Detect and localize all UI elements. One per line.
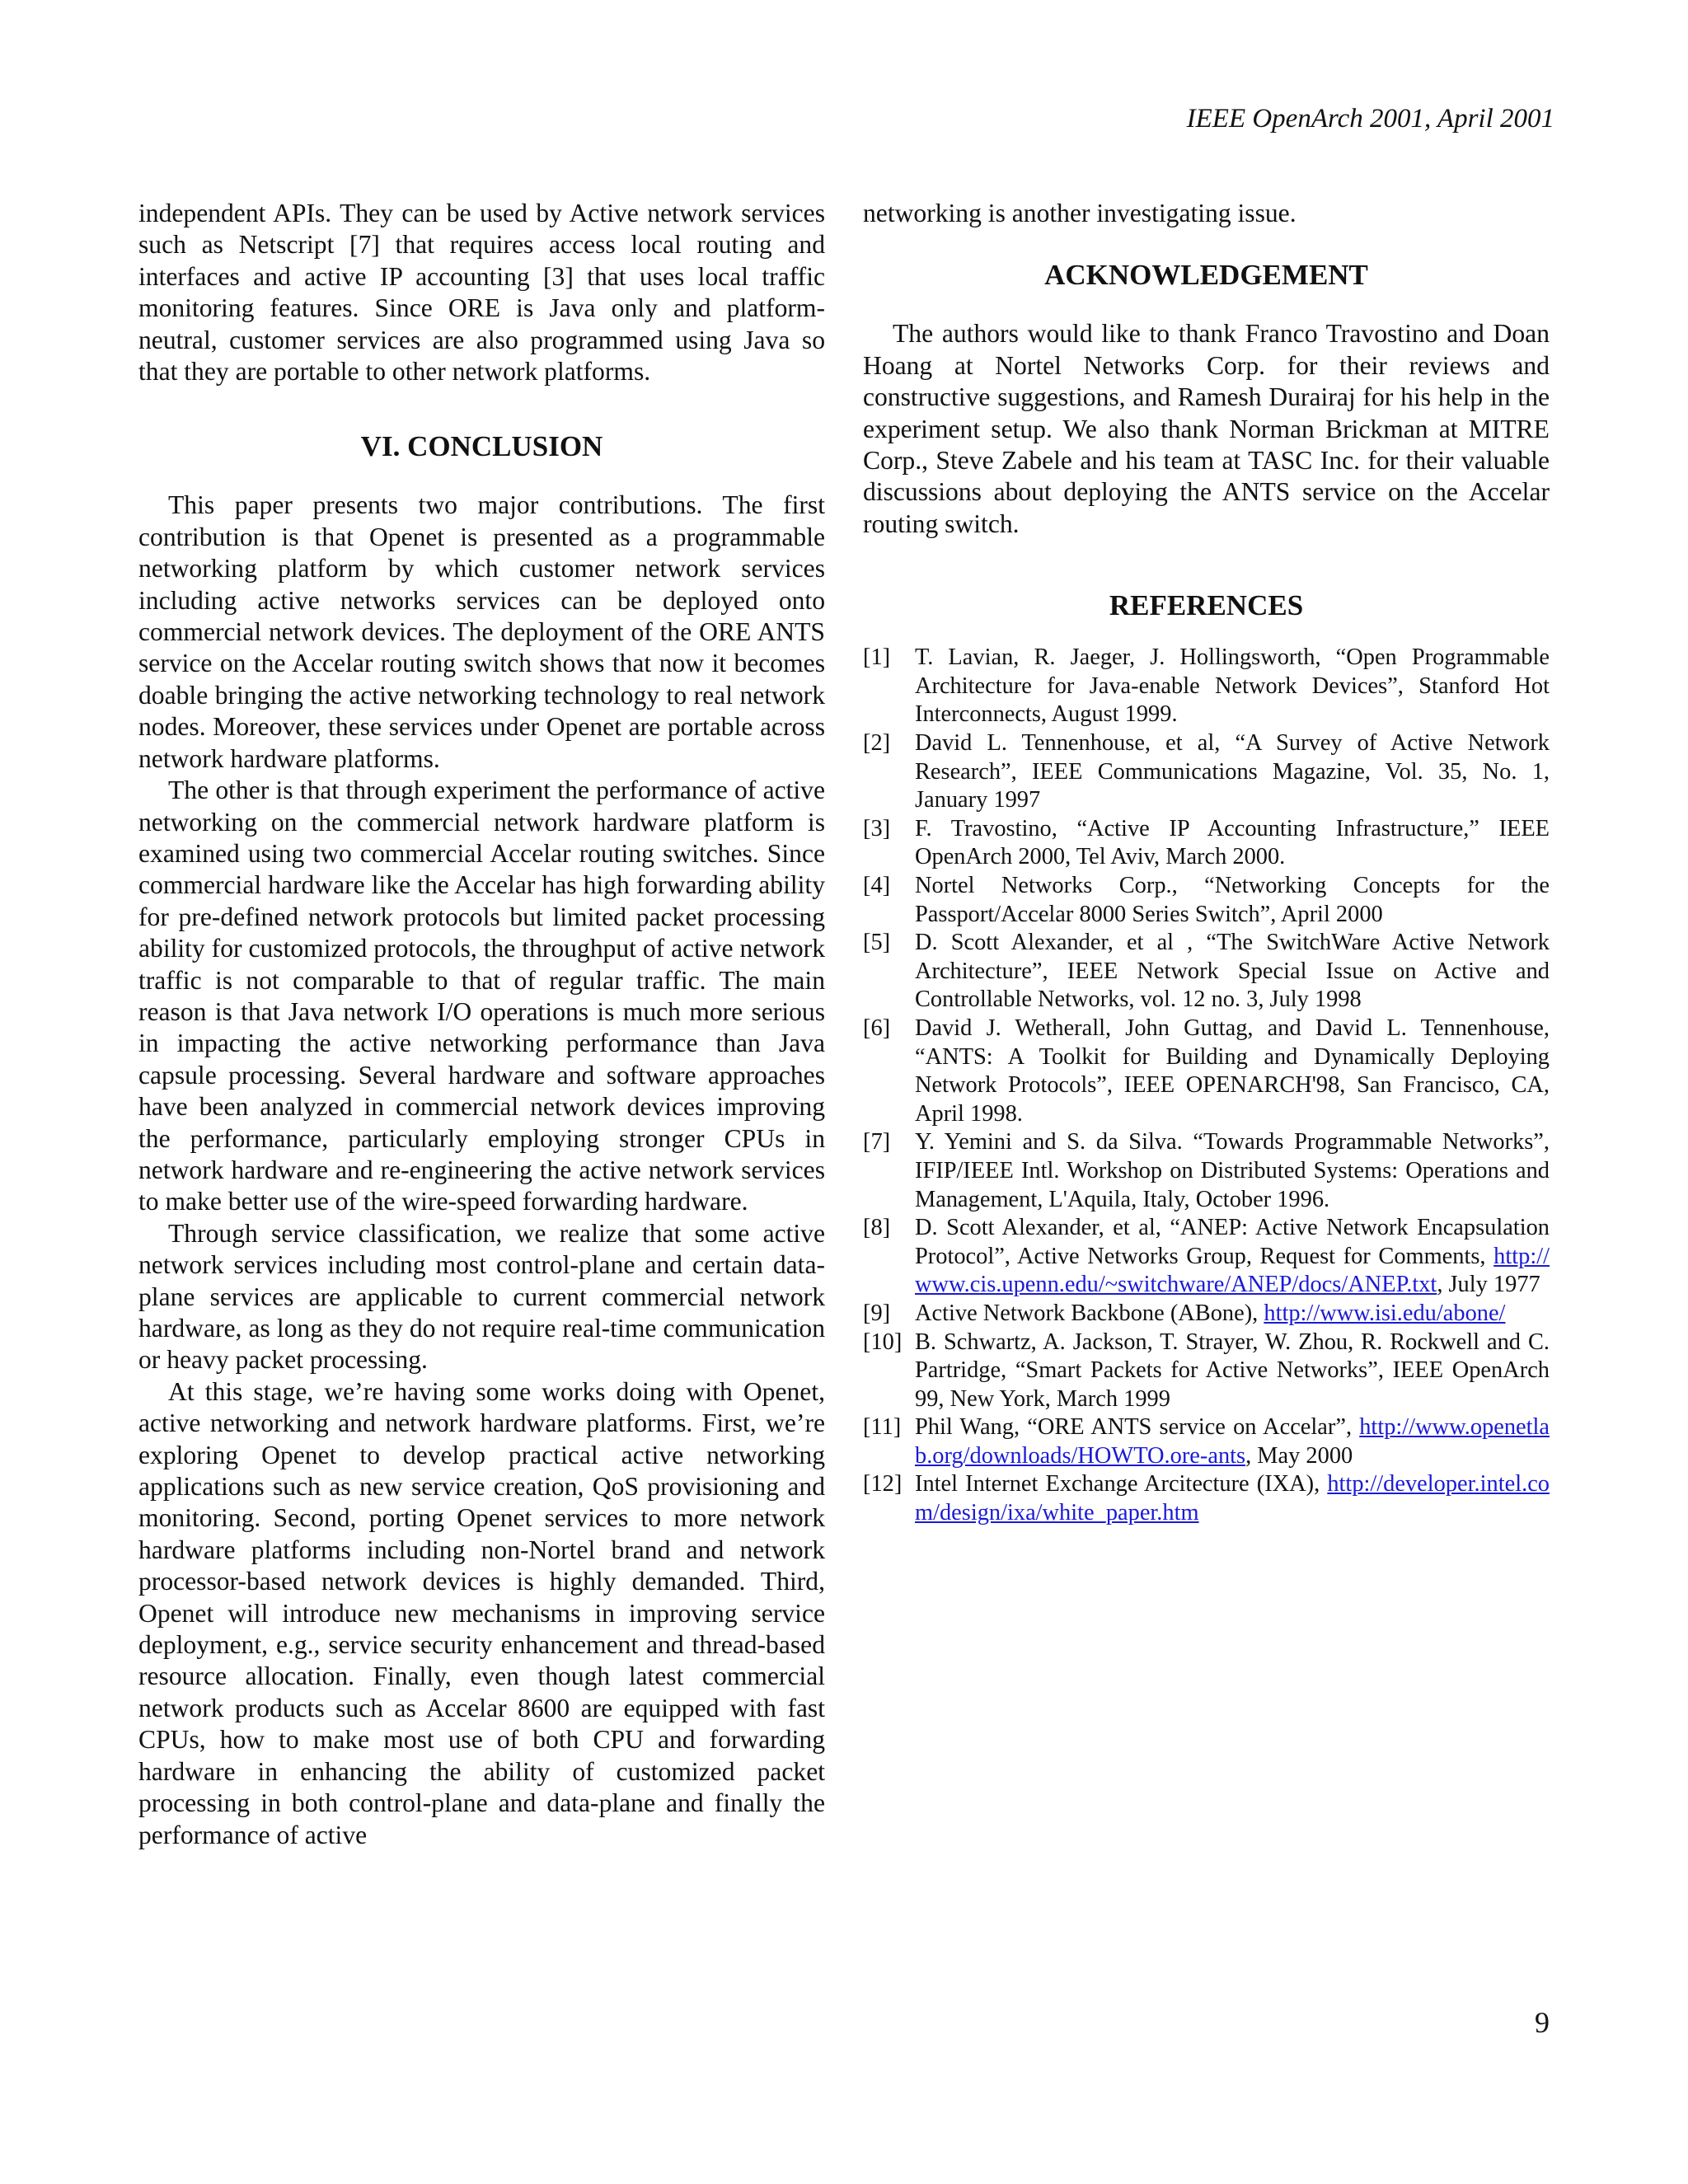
reference-text: F. Travostino, “Active IP Accounting Infrastructure,” IEEE OpenArch 2000, Tel Aviv, March 2000.: [915, 815, 1550, 870]
reference-trailing-text: , July 1977: [1437, 1272, 1540, 1298]
reference-number: [12]: [863, 1471, 903, 1497]
reference-text: D. Scott Alexander, et al, “ANEP: Active Network Encapsulation Protocol”, Active Networks Group, Request for Comments,: [915, 1215, 1550, 1269]
references-heading: REFERENCES: [1109, 589, 1304, 622]
reference-item: [863, 1413, 1550, 1470]
reference-item: [863, 1214, 1550, 1300]
reference-text: David J. Wetherall, John Guttag, and David L. Tennenhouse, “ANTS: A Toolkit for Building and Dynamically Deploying Network Protocols”, IEEE OPENARCH'98, San Francisco, CA, April 1998.: [915, 1015, 1550, 1127]
acknowledgement-heading: ACKNOWLEDGEMENT: [1044, 259, 1368, 292]
conclusion-paragraph-2: The other is that through experiment the performance of active networking on the commercial network hardware platform is examined using two commercial Accelar routing switches. Since commercial hardware like the Accelar has high forwarding ability for pre-defined network protocols but limited packet processing ability for customized protocols, the throughput of active network traffic is not comparable to that of regular traffic. The main reason is that Java network I/O operations is much more serious in impacting the active networking performance than Java capsule processing. Several hardware and software approaches have been analyzed in commercial network devices improving the performance, particularly employing stronger CPUs in network hardware and re-engineering the active network services to make better use of the wire-speed forwarding hardware.: [138, 776, 825, 1216]
reference-item: [863, 815, 1550, 872]
reference-item: [863, 729, 1550, 815]
reference-number: [5]: [863, 930, 891, 956]
reference-number: [1]: [863, 644, 891, 671]
reference-number: [4]: [863, 873, 891, 898]
reference-item: [863, 1300, 1550, 1329]
reference-number: [6]: [863, 1015, 891, 1041]
reference-item: [863, 644, 1550, 729]
conclusion-paragraph-4: At this stage, we’re having some works doing with Openet, active networking and network hardware platforms. First, we’re exploring Openet to develop practical active networking applications such as new service creation, QoS provisioning and monitoring. Second, porting Openet services to more network hardware platforms including non-Nortel brand and network processor-based network devices is highly demanded. Third, Openet will introduce new mechanisms in improving service deployment, e.g., service security enhancement and thread-based resource allocation. Finally, even though latest commercial network products such as Accelar 8600 are equipped with fast CPUs, how to make most use of both CPU and forwarding hardware in enhancing the ability of customized packet processing in both control-plane and data-plane and finally the performance of active: [138, 1376, 825, 1849]
intro-paragraph: independent APIs. They can be used by Active network services such as Netscript [7] that requires access local routing and interfaces and active IP accounting [3] that uses local traffic monitoring features. Since ORE is Java only and platform-neutral, customer services are also programmed using Java so that they are portable to other network platforms.: [138, 199, 825, 387]
reference-trailing-text: , May 2000: [1245, 1442, 1353, 1469]
right-column: [863, 198, 1550, 1528]
reference-text: Active Network Backbone (ABone),: [915, 1300, 1264, 1326]
reference-text: Phil Wang, “ORE ANTS service on Accelar”,: [915, 1414, 1360, 1441]
reference-link[interactable]: http://www.isi.edu/abone/: [1264, 1300, 1506, 1326]
reference-link[interactable]: http://www.openetlab.org/downloads/HOWTO.ore-ants: [915, 1414, 1550, 1469]
reference-number: [11]: [863, 1414, 902, 1441]
reference-text: D. Scott Alexander, et al , “The SwitchWare Active Network Architecture”, IEEE Network Special Issue on Active and Controllable Networks, vol. 12 no. 3, July 1998: [915, 930, 1550, 1013]
reference-item: [863, 929, 1550, 1015]
reference-text: Intel Internet Exchange Arcitecture (IXA),: [915, 1471, 1328, 1497]
reference-link[interactable]: http://developer.intel.com/design/ixa/white_paper.htm: [915, 1471, 1550, 1526]
reference-number: [7]: [863, 1129, 891, 1155]
reference-text: Nortel Networks Corp., “Networking Concepts for the Passport/Accelar 8000 Series Switch”, April 2000: [915, 873, 1550, 927]
reference-text: Y. Yemini and S. da Silva. “Towards Programmable Networks”, IFIP/IEEE Intl. Workshop on Distributed Systems: Operations and Management, L'Aquila, Italy, October 1996.: [915, 1129, 1550, 1212]
reference-number: [2]: [863, 730, 891, 757]
page-number: 9: [1535, 2006, 1550, 2039]
reference-item: [863, 872, 1550, 929]
reference-list: [863, 644, 1550, 1527]
acknowledgement-paragraph: The authors would like to thank Franco Travostino and Doan Hoang at Nortel Networks Corp. for their reviews and constructive suggestions, and Ramesh Durairaj for his help in the experiment setup. We also thank Norman Brickman at MITRE Corp., Steve Zabele and his team at TASC Inc. for their valuable discussions about deploying the ANTS service on the Accelar routing switch.: [863, 319, 1550, 538]
reference-number: [3]: [863, 815, 891, 841]
reference-text: David L. Tennenhouse, et al, “A Survey of Active Network Research”, IEEE Communications Magazine, Vol. 35, No. 1, January 1997: [915, 730, 1550, 813]
conclusion-paragraph-1: This paper presents two major contributions. The first contribution is that Openet is presented as a programmable networking platform by which customer network services including active networks services can be deployed onto commercial network devices. The deployment of the ORE ANTS service on the Accelar routing switch shows that now it becomes doable bringing the active networking technology to real network nodes. Moreover, these services under Openet are portable across network hardware platforms.: [138, 490, 825, 773]
running-header: IEEE OpenArch 2001, April 2001: [1186, 104, 1554, 134]
reference-item: [863, 1128, 1550, 1214]
conclusion-heading: VI. CONCLUSION: [360, 430, 603, 463]
reference-link[interactable]: http://www.cis.upenn.edu/~switchware/ANEP/docs/ANEP.txt: [915, 1243, 1550, 1298]
reference-item: [863, 1329, 1550, 1414]
reference-text: B. Schwartz, A. Jackson, T. Strayer, W. Zhou, R. Rockwell and C. Partridge, “Smart Packets for Active Networks”, IEEE OpenArch 99, New York, March 1999: [915, 1329, 1550, 1412]
reference-number: [8]: [863, 1215, 891, 1241]
continuation-text: networking is another investigating issue.: [863, 199, 1296, 227]
left-column: [138, 198, 825, 1851]
reference-text: T. Lavian, R. Jaeger, J. Hollingsworth, “Open Programmable Architecture for Java-enable Network Devices”, Stanford Hot Interconnects, August 1999.: [915, 644, 1550, 728]
reference-item: [863, 1470, 1550, 1527]
reference-item: [863, 1015, 1550, 1128]
conclusion-paragraph-3: Through service classification, we realize that some active network services including most control-plane and certain data-plane services are applicable to current commercial network hardware, as long as they do not require real-time communication or heavy packet processing.: [138, 1218, 825, 1375]
reference-number: [10]: [863, 1329, 903, 1355]
reference-number: [9]: [863, 1300, 891, 1326]
